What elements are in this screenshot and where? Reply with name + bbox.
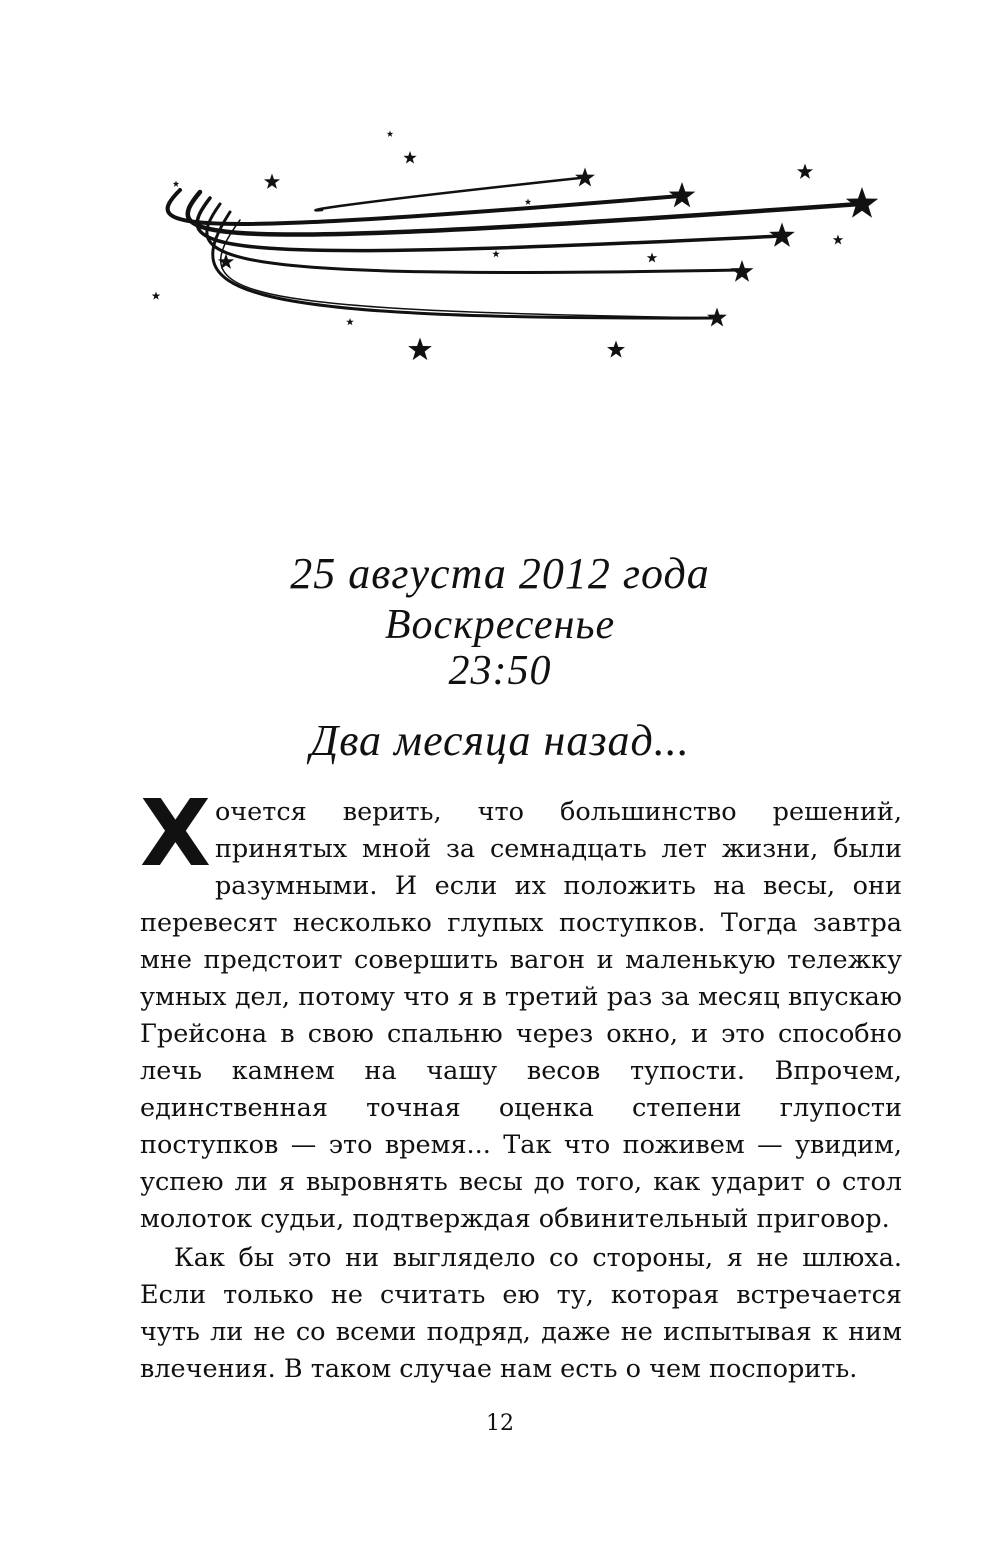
drop-cap: Х	[140, 780, 211, 887]
chapter-date: 25 августа 2012 года	[290, 549, 710, 598]
shooting-stars-icon	[140, 120, 900, 380]
stars	[152, 131, 878, 361]
star-trails	[168, 178, 860, 318]
paragraph: Как бы это ни выглядело со стороны, я не шлюха. Если только не считать ею ту, которая встречается чуть ли не со всеми подряд, даже не испытывая к ним влечения. В таком случае нам есть о чем поспорить.	[140, 1243, 902, 1384]
paragraph-text: очется верить, что большинство решений, принятых мной за семнадцать лет жизни, были разумными. И если их положить на весы, они перевесят несколько глупых поступков. Тогда завтра мне предстоит совершить вагон и маленькую тележку умных дел, потому что я в третий раз за месяц впускаю Грейсона в свою спальню через окно, и это способно лечь камнем на чашу весов тупости. Впрочем, единственная точная оценка степени глупости поступков — это время... Так что поживем — увидим, успею ли я выровнять весы до того, как ударит о стол молоток судьи, подтверждая обвинительный приговор.	[140, 797, 902, 1234]
chapter-subtitle: Два месяца назад...	[310, 716, 690, 765]
paragraph	[140, 780, 902, 1238]
body-text	[140, 780, 902, 1388]
page-number: 12	[486, 1411, 514, 1436]
chapter-weekday: Воскресенье	[384, 602, 616, 648]
chapter-time: 23:50	[448, 648, 552, 694]
